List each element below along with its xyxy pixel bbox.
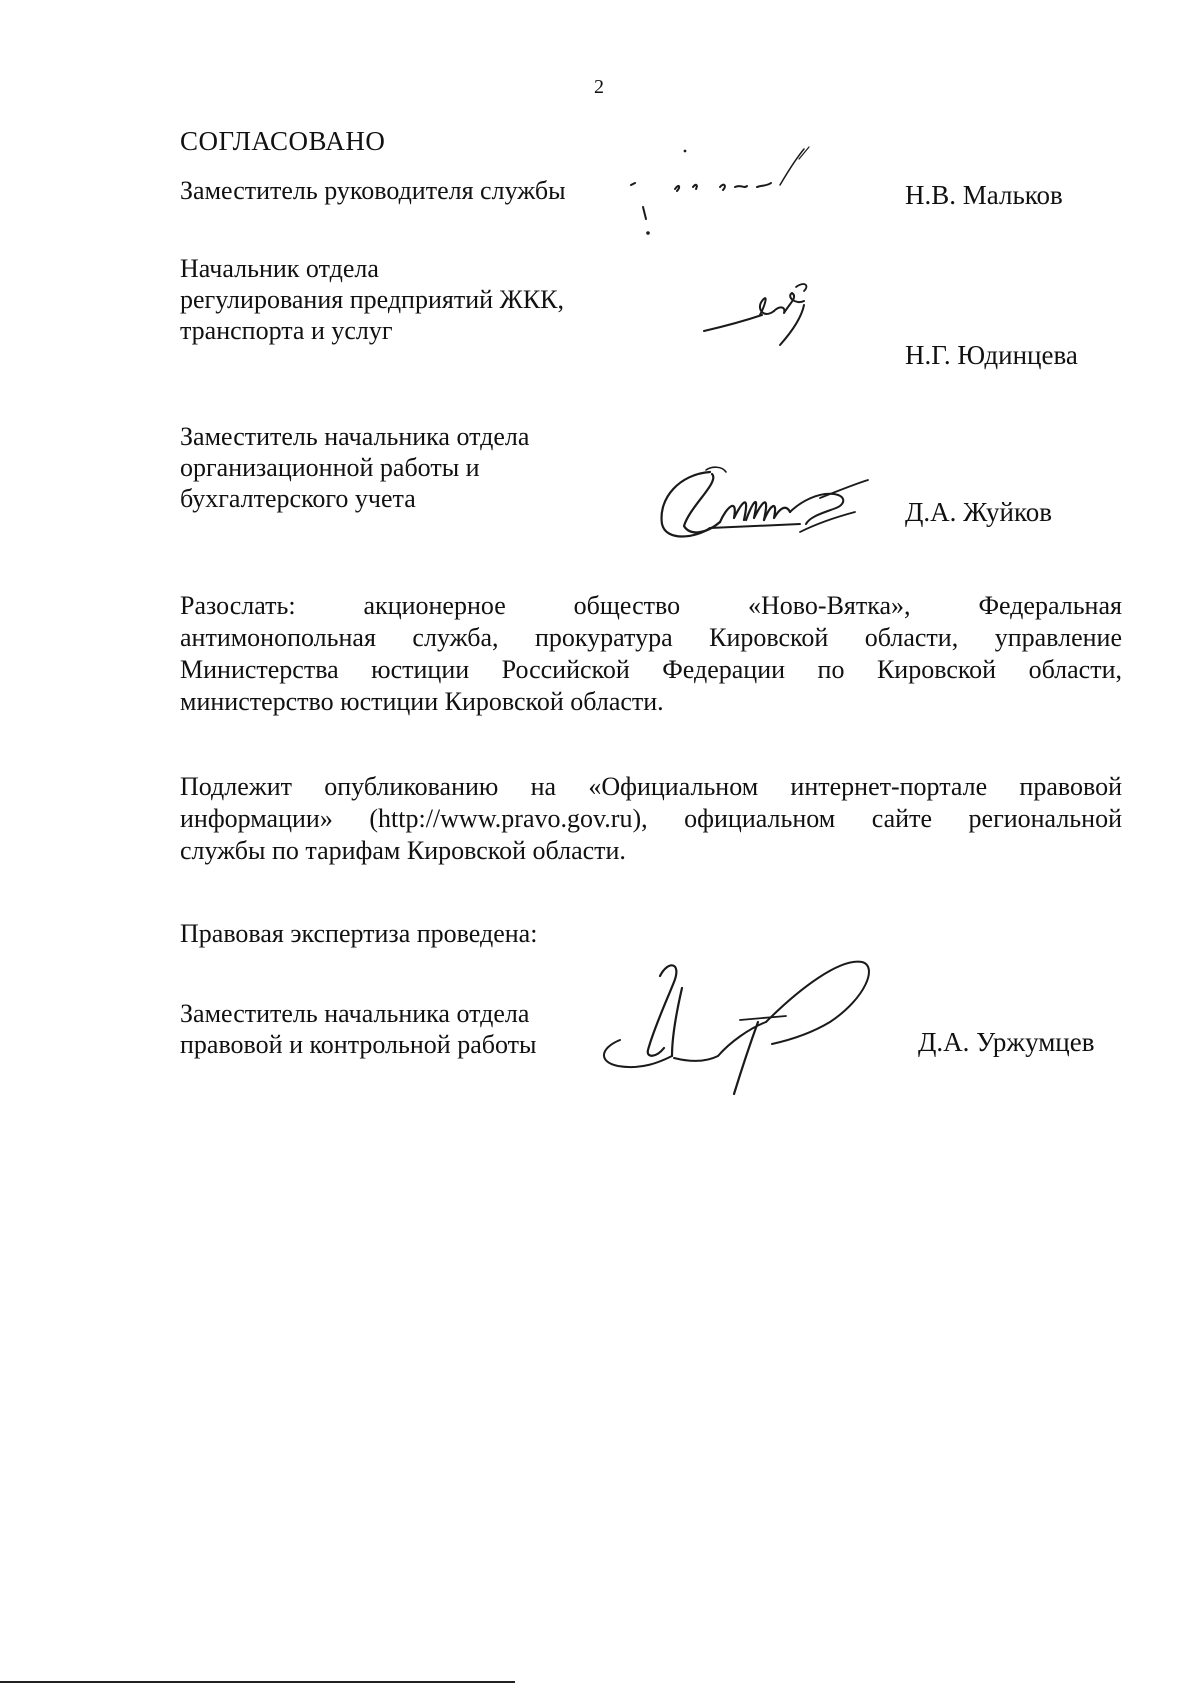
position-line: Заместитель начальника отдела <box>180 999 530 1028</box>
position-line: правовой и контрольной работы <box>180 1030 537 1059</box>
position-line: Начальник отдела <box>180 254 379 283</box>
mailing-word: «Ново-Вятка», <box>748 591 911 620</box>
signature-3 <box>650 462 880 552</box>
position-line: организационной работы и <box>180 453 480 482</box>
publication-line: информации» (http://www.pravo.gov.ru), официальном сайте региональной <box>180 804 1122 833</box>
signature-4 <box>590 958 890 1098</box>
footer-divider <box>0 1681 515 1683</box>
legal-review-position <box>180 998 536 1060</box>
signatory-3-position <box>180 421 529 514</box>
position-line: регулирования предприятий ЖКК, <box>180 285 565 314</box>
page-number: 2 <box>594 76 604 98</box>
mailing-word: общество <box>573 591 681 620</box>
mailing-line: министерство юстиции Кировской области. <box>180 687 664 716</box>
signatory-2-position <box>180 253 564 346</box>
mailing-word: акционерное <box>363 591 506 620</box>
mailing-word: Федеральная <box>978 591 1122 620</box>
position-line: транспорта и услуг <box>180 316 393 345</box>
signer-name-2: Н.Г. Юдинцева <box>905 340 1078 370</box>
approval-heading: СОГЛАСОВАНО <box>180 126 386 156</box>
signatory-1-position <box>180 175 566 206</box>
mailing-line: антимонопольная служба, прокуратура Кировской области, управление <box>180 623 1122 652</box>
mailing-list-paragraph <box>180 590 1122 718</box>
mailing-line: Министерства юстиции Российской Федерации по Кировской области, <box>180 655 1122 684</box>
mailing-line <box>180 590 1122 622</box>
signer-name-4: Д.А. Уржумцев <box>918 1027 1095 1057</box>
position-line: Заместитель руководителя службы <box>180 176 566 205</box>
publication-line: службы по тарифам Кировской области. <box>180 836 626 865</box>
signer-name-1: Н.В. Мальков <box>905 180 1063 210</box>
publication-paragraph <box>180 771 1122 867</box>
legal-review-statement: Правовая экспертиза проведена: <box>180 919 538 948</box>
signature-2 <box>700 275 830 375</box>
publication-line: Подлежит опубликованию на «Официальном интернет-портале правовой <box>180 772 1122 801</box>
signature-1 <box>575 135 825 245</box>
mailing-word: Разослать: <box>180 591 296 620</box>
position-line: бухгалтерского учета <box>180 484 416 513</box>
position-line: Заместитель начальника отдела <box>180 422 530 451</box>
signer-name-3: Д.А. Жуйков <box>905 497 1052 527</box>
